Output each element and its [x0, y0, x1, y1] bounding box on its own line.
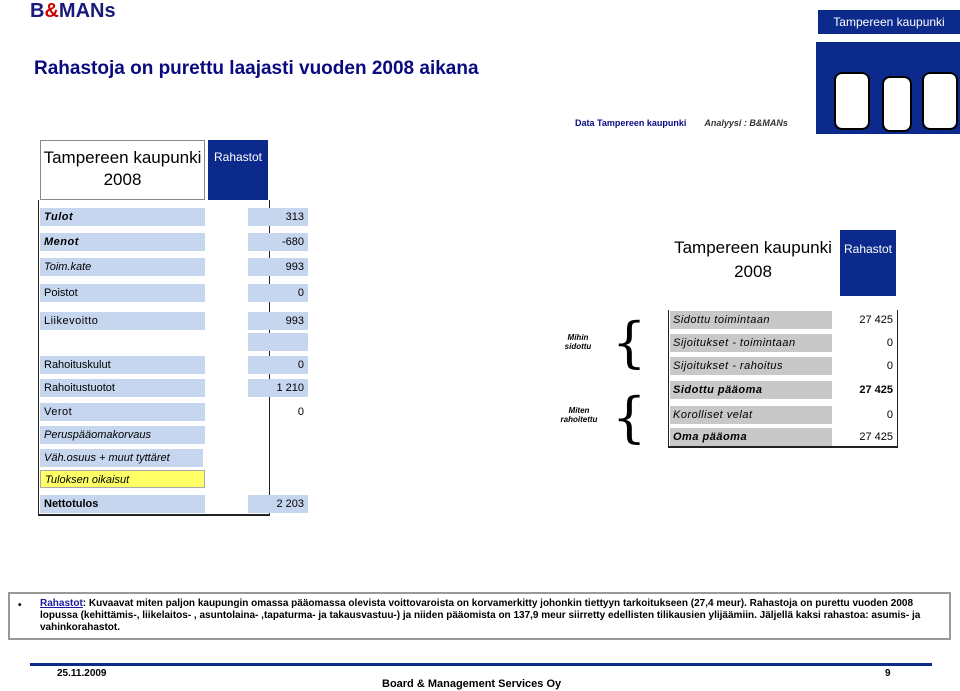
row-label [40, 333, 205, 351]
row-label: Väh.osuus + muut tyttäret [40, 449, 203, 467]
right-table-column-header: Rahastot [840, 230, 896, 296]
row-value [248, 426, 308, 444]
row-label: Nettotulos [40, 495, 205, 513]
label-line: Miten [568, 406, 590, 415]
footer-date: 25.11.2009 [57, 668, 107, 679]
source-line: Data Tampereen kaupunki Analyysi : B&MANs [575, 118, 788, 128]
page-number: 9 [885, 668, 891, 679]
row-label: Rahoituskulut [40, 356, 205, 374]
row-value: 993 [248, 258, 308, 276]
note-keyword: Rahastot [40, 598, 83, 609]
row-value: 27 425 [859, 384, 893, 396]
decorative-cards-graphic [816, 42, 960, 134]
header-year: 2008 [734, 262, 772, 281]
row-value: 0 [886, 337, 893, 349]
header-entity: Tampereen kaupunki [43, 148, 202, 167]
row-label: Liikevoitto [40, 312, 205, 330]
row-label: Sidottu toimintaan [670, 311, 832, 329]
header-entity: Tampereen kaupunki [674, 238, 832, 257]
brand-logo: B&MANs [30, 0, 116, 22]
brace-icon: { [612, 311, 647, 374]
row-value: 27 425 [859, 314, 893, 326]
row-label: Sijoitukset - rahoitus [670, 357, 832, 375]
row-value: -680 [248, 233, 308, 251]
client-badge: Tampereen kaupunki [818, 10, 960, 34]
row-label: Oma pääoma [670, 428, 832, 446]
row-value [248, 449, 308, 467]
row-value [248, 333, 308, 351]
note-text: : Kuvaavat miten paljon kaupungin omassa pääomassa olevista voittovaroista on korvamerkitty johonkin tiettyyn tarkoitukseen (27,4 meur). Rahastoja on purettu vuoden 2008 lopussa (kehittämis-, liikelaitos- , asuntolaina- ,tapaturma- ja takausvastuu-) ja niiden pääomista on 137,9 meur siirretty edellisten tilikausien ylijäämiin. Jäljellä kaksi rahastoa: asumis- ja vahinkorahastot. [40, 598, 921, 633]
row-label: Menot [40, 233, 205, 251]
row-label: Peruspääomakorvaus [40, 426, 205, 444]
row-value: 27 425 [859, 431, 893, 443]
slide-title: Rahastoja on purettu laajasti vuoden 2008 aikana [34, 58, 479, 79]
left-table-column-header: Rahastot [208, 140, 268, 200]
brace-icon: { [612, 386, 647, 449]
row-value: 0 [297, 406, 304, 418]
row-label: Sijoitukset - toimintaan [670, 334, 832, 352]
row-value: 0 [248, 284, 308, 302]
middle-label-bottom [558, 406, 600, 424]
row-label: Verot [40, 403, 205, 421]
row-value: 2 203 [248, 495, 308, 513]
card-shape [882, 76, 912, 132]
row-value: 993 [248, 312, 308, 330]
row-value: 313 [248, 208, 308, 226]
row-label: Rahoitustuotot [40, 379, 205, 397]
row-label: Tulot [40, 208, 205, 226]
left-table-header [40, 140, 205, 200]
row-value [248, 470, 308, 488]
header-year: 2008 [103, 170, 142, 189]
row-value: 1 210 [248, 379, 308, 397]
bullet-icon: • [18, 600, 22, 611]
row-value: 0 [886, 409, 893, 421]
label-line: sidottu [564, 342, 592, 351]
footer-divider [30, 663, 932, 666]
row-label: Korolliset velat [670, 406, 832, 424]
row-value: 0 [248, 356, 308, 374]
card-shape [834, 72, 870, 130]
footer-company: Board & Management Services Oy [382, 678, 562, 690]
row-label: Poistot [40, 284, 205, 302]
label-line: Mihin [567, 333, 589, 342]
row-value: 0 [886, 360, 893, 372]
explanation-note [8, 592, 951, 640]
row-label: Sidottu pääoma [670, 381, 832, 399]
card-shape [922, 72, 958, 130]
row-label: Tuloksen oikaisut [40, 470, 205, 488]
label-line: rahoitettu [560, 415, 598, 424]
row-label: Toim.kate [40, 258, 205, 276]
right-table-header [668, 230, 838, 296]
middle-label-top [560, 333, 596, 351]
